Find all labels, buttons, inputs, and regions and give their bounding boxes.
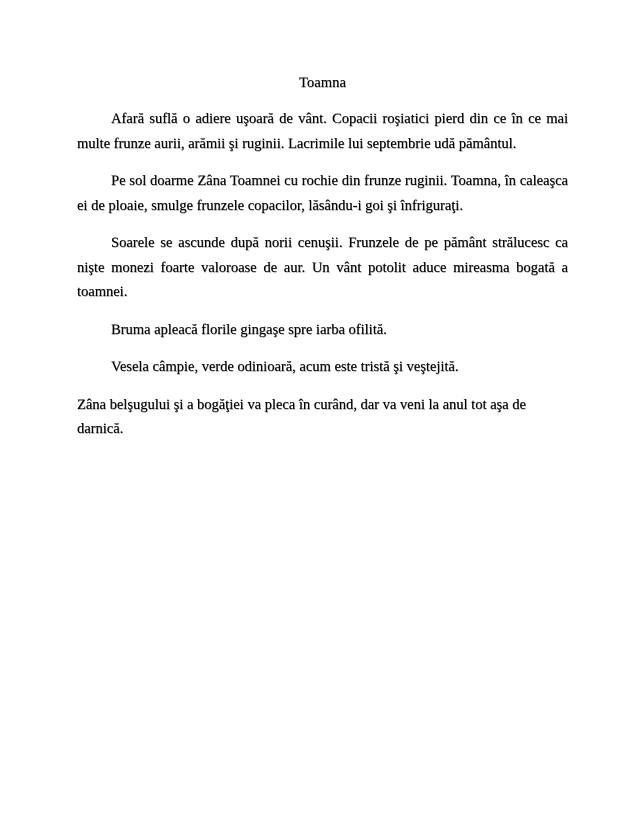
document-title: Toamna	[298, 75, 347, 91]
paragraph-2: Pe sol doarme Zâna Toamnei cu rochie din frunze ruginii. Toamna, în caleaşca ei de ploaie, smulge frunzele copacilor, lăsându-i goi şi înfriguraţi.	[77, 173, 568, 214]
paragraph-6: Zâna belşugului şi a bogăţiei va pleca în curând, dar va veni la anul tot aşa de darnică.	[77, 396, 526, 437]
document-body	[77, 74, 568, 455]
paragraph-4: Bruma apleacă florile gingaşe spre iarba ofilită.	[111, 321, 387, 338]
paragraph-5: Vesela câmpie, verde odinioară, acum este tristă şi veştejită.	[111, 359, 459, 375]
paragraph-3: Soarele se ascunde după norii cenuşii. Frunzele de pe pământ strălucesc ca nişte monezi foarte valoroase de aur. Un vânt potolit aduce mireasma bogată a toamnei.	[77, 235, 568, 300]
paragraph-1: Afară suflă o adiere uşoară de vânt. Copacii roşiatici pierd din ce în ce mai multe frunze aurii, arămii şi ruginii. Lacrimile lui septembrie udă pământul.	[77, 111, 568, 152]
